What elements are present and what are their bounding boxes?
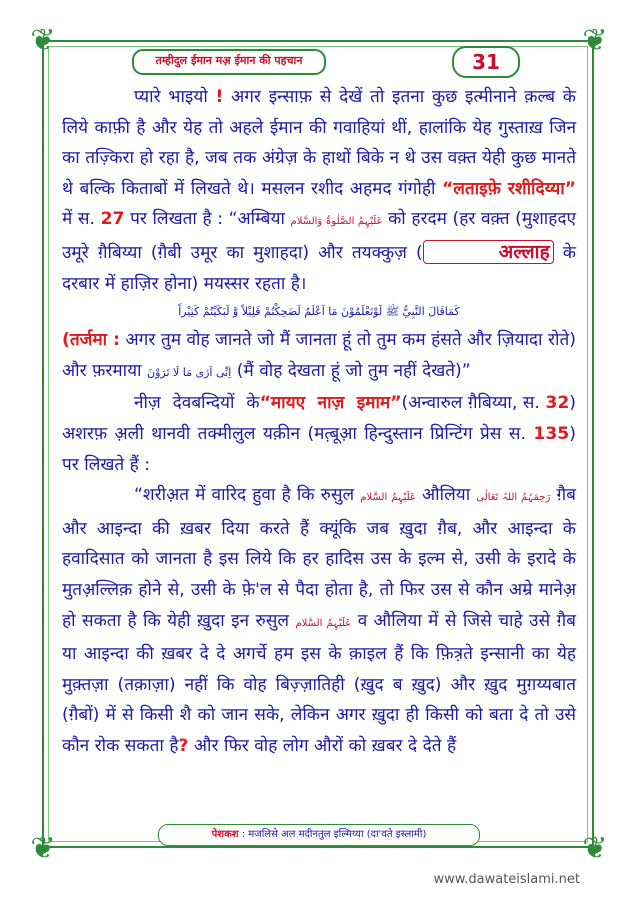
text-run: प्यारे भाइयो xyxy=(134,87,216,107)
exclamation-mark: ! xyxy=(215,87,224,107)
honorific-arabic: عَلَیْہِمُ السَّلام xyxy=(295,617,352,629)
allah-calligraphy: अल्लाह xyxy=(423,240,554,264)
text-run: व औलिया में से जिसे चाहे उसे ग़ैब या आइन्दा की ख़बर दे दे अगर्चे हम इस के क़ाइल हैं कि फ़ित़्रते इन्सानी का येह मुक़्तज़ा (तक़ाज़ा) नहीं कि वोह बिज़्ज़ातिही (ख़ुद ब ख़ुद) और ख़ुद मुग़य्यबात (ग़ैबों) में से किसी शै को जान सके, लेकिन अगर ख़ुदा ही किसी को बता दे तो उसे कौन रोक सकता है xyxy=(62,610,576,756)
corner-ornament-icon: ❦ xyxy=(582,831,608,866)
text-run: के दरबार में हाज़िर होना) मयस्सर रहता है। xyxy=(62,242,576,294)
text-run: में स. xyxy=(62,209,101,230)
text-run: (मैं वोह देखता हूं जो तुम नहीं देखते)” xyxy=(231,360,471,381)
book-name: “मायए नाज़ इमाम” xyxy=(259,393,402,414)
footer-label: पेशकश xyxy=(211,829,239,840)
honorific-arabic: عَلَیْہِمُ السَّلام xyxy=(360,492,416,504)
page-reference: 135 xyxy=(533,423,570,444)
arabic-hadith: كَمَاقَالَ النَّبِيُّ ﷺ لَوْتَعْلَمُوْنَ مَا اَعْلَمُ لَضَحِكْتُمْ قَلِيْلاً وَّ لَبَكَيْتُمْ كَثِيْراً xyxy=(178,305,460,319)
page-number: 31 xyxy=(452,46,520,78)
text-run: अगर इन्साफ़ से देखें तो इतना कुछ इत्मीनाने क़ल्ब के लिये काफ़ी है और येह तो अहले ईमान की गवाहियां थीं, हालांकि येह गुस्ताख़ जिन का तज़्किरा हो रहा है, जब तक अंग्रेज़ के हाथों बिके न थे उस वक़्त येही कुछ मानते थे बल्कि किताबों में लिखते थे। मसलन रशीद अहमद गंगोही xyxy=(62,87,576,199)
footer-text: : मजलिसे अल मदीनतुल इल्मिय्या (दा'वते इस्लामी) xyxy=(238,829,427,840)
text-run: “शरीअ़त में वारिद हुवा है कि रुसुल xyxy=(134,485,361,506)
footer-presenter xyxy=(158,824,480,846)
text-run: ) पर लिखते हैं : xyxy=(62,423,576,475)
honorific-arabic: عَلَیْہِمُ الصَّلٰوۃُ وَالسَّلام xyxy=(290,216,383,228)
paragraph-4 xyxy=(62,480,576,761)
text-run: को हरदम (हर वक़्त (मुशाहदए उमूरे ग़ैबिय्या (ग़ैबी उमूर का मुशाहदा) और तयक्कुज़ ( xyxy=(62,209,576,263)
text-run: अगर तुम वोह जानते जो मैं जानता हूं तो तुम कम हंसते और ज़ियादा रोते) और फ़रमाया xyxy=(62,330,576,381)
question-mark: ? xyxy=(178,735,189,756)
arabic-phrase: اِنِّی اَرٰی مَا لَا تَرَوْنَ xyxy=(146,365,232,379)
corner-ornament-icon: ❦ xyxy=(582,23,608,58)
page-body xyxy=(62,82,576,761)
corner-ornament-icon: ❦ xyxy=(30,23,56,58)
page-reference: 27 xyxy=(100,209,125,230)
text-run: औलिया xyxy=(415,485,477,506)
honorific-arabic: رَحِمَہُمُ اللہُ تَعَالٰی xyxy=(476,492,551,504)
text-run: और फिर वोह लोग औरों को ख़बर दे देते हैं xyxy=(188,735,457,756)
book-title: तम्हीदुल ईमान मअ़ ईमान की पहचान xyxy=(132,49,326,75)
source-reference: (अन्वारुल ग़ैबिय्या, स. 32) xyxy=(401,393,576,414)
book-name: “लताइफ़े रशीदिय्या” xyxy=(441,178,576,199)
text-run: अशरफ़ अ़ली थानवी तक्मीलुल यक़ीन (मत़्बूआ़ हिन्दुस्तान प्रिन्टिंग प्रेस स. xyxy=(62,423,534,444)
corner-ornament-icon: ❦ xyxy=(30,831,56,866)
translation-label: (तर्जमा : xyxy=(62,330,121,351)
website-url: www.dawateislami.net xyxy=(433,872,580,887)
text-run: नीज़ देवबन्दियों के xyxy=(134,393,260,414)
text-run: पर लिखता है : “अम्बिया xyxy=(124,209,291,230)
paragraph-1 xyxy=(62,82,576,299)
text-run: ग़ैब और आइन्दा की ख़बर दिया करते हैं क्यूंकि जब ख़ुदा ग़ैब, और आइन्दा के हवादिसात को जानता है इस लिये कि हर हादिस उस के इल्म से, उसी के इरादे के मुतअ़ल्लिक़ होने से, उसी के फ़े'ल से पैदा होता है, तो फिर उस से कौन अम्रे मानेअ़ हो सकता है कि येही ख़ुदा इन रुसुल xyxy=(62,485,576,631)
